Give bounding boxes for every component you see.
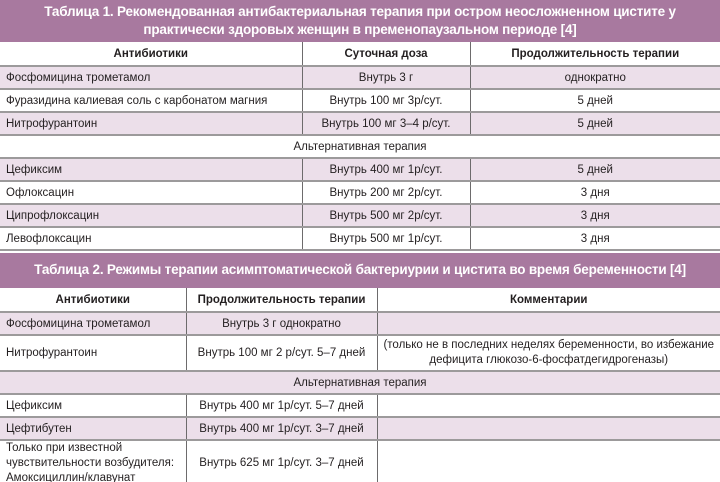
cell-dose: Внутрь 500 мг 2р/сут. (302, 204, 470, 227)
table-row (0, 312, 720, 335)
table-row (0, 181, 720, 204)
cell-drug: Фосфомицина трометамол (0, 66, 302, 89)
column-header-comments: Комментарии (377, 288, 720, 312)
cell-comment (377, 394, 720, 417)
cell-duration: Внутрь 100 мг 2 р/сут. 5–7 дней (186, 335, 377, 371)
cell-drug: Цефиксим (0, 394, 186, 417)
cell-duration: 3 дня (470, 204, 720, 227)
section-row-alternative (0, 135, 720, 158)
cell-comment: (только не в последних неделях беременности, во избежание дефицита глюкозо-6-фосфатдегидрогеназы) (377, 335, 720, 371)
column-header-daily-dose: Суточная доза (302, 42, 470, 66)
cell-dose: Внутрь 100 мг 3–4 р/сут. (302, 112, 470, 135)
table-row (0, 204, 720, 227)
cell-duration: Внутрь 400 мг 1р/сут. 3–7 дней (186, 417, 377, 440)
cell-drug: Левофлоксацин (0, 227, 302, 250)
cell-duration: Внутрь 3 г однократно (186, 312, 377, 335)
cell-duration: Внутрь 400 мг 1р/сут. 5–7 дней (186, 394, 377, 417)
column-header-antibiotics: Антибиотики (0, 288, 186, 312)
section-label: Альтернативная терапия (0, 371, 720, 394)
table-1-caption (0, 0, 720, 42)
table-row (0, 89, 720, 112)
table-row (0, 227, 720, 250)
cell-duration: Внутрь 625 мг 1р/сут. 3–7 дней (186, 440, 377, 482)
table-row (0, 158, 720, 181)
table-row (0, 417, 720, 440)
cell-duration: 3 дня (470, 227, 720, 250)
table-2-caption: Таблица 2. Режимы терапии асимптоматической бактериурии и цистита во время беременности [4] (0, 253, 720, 288)
table-row (0, 112, 720, 135)
cell-duration: 5 дней (470, 89, 720, 112)
cell-drug: Нитрофурантоин (0, 335, 186, 371)
cell-drug: Фосфомицина трометамол (0, 312, 186, 335)
cell-duration: 5 дней (470, 112, 720, 135)
table-row (0, 335, 720, 371)
table-1-grid (0, 42, 720, 251)
section-label: Альтернативная терапия (0, 135, 720, 158)
cell-dose: Внутрь 100 мг 3р/сут. (302, 89, 470, 112)
table-2-grid (0, 288, 720, 482)
cell-drug: Нитрофурантоин (0, 112, 302, 135)
cell-comment (377, 417, 720, 440)
table-row (0, 440, 720, 482)
table-row (0, 66, 720, 89)
cell-drug: Цефтибутен (0, 417, 186, 440)
cell-dose: Внутрь 400 мг 1р/сут. (302, 158, 470, 181)
cell-drug: Только при известной чувствительности возбудителя: Амоксициллин/клавунат (0, 440, 186, 482)
cell-comment (377, 312, 720, 335)
cell-duration: однократно (470, 66, 720, 89)
cell-duration: 5 дней (470, 158, 720, 181)
table-2-header-row (0, 288, 720, 312)
column-header-antibiotics: Антибиотики (0, 42, 302, 66)
cell-drug: Ципрофлоксацин (0, 204, 302, 227)
cell-drug: Цефиксим (0, 158, 302, 181)
table-row (0, 394, 720, 417)
cell-comment (377, 440, 720, 482)
cell-duration: 3 дня (470, 181, 720, 204)
table-1-caption-line-2: практически здоровых женщин в пременопаузальном периоде [4] (143, 22, 577, 37)
cell-drug: Фуразидина калиевая соль с карбонатом магния (0, 89, 302, 112)
table-2 (0, 253, 720, 482)
column-header-duration: Продолжительность терапии (186, 288, 377, 312)
cell-dose: Внутрь 200 мг 2р/сут. (302, 181, 470, 204)
table-1-header-row (0, 42, 720, 66)
section-row-alternative (0, 371, 720, 394)
cell-drug: Офлоксацин (0, 181, 302, 204)
cell-dose: Внутрь 500 мг 1р/сут. (302, 227, 470, 250)
cell-dose: Внутрь 3 г (302, 66, 470, 89)
column-header-duration: Продолжительность терапии (470, 42, 720, 66)
table-1-caption-line-1: Таблица 1. Рекомендованная антибактериальная терапия при остром неосложненном цистите у (44, 4, 676, 19)
